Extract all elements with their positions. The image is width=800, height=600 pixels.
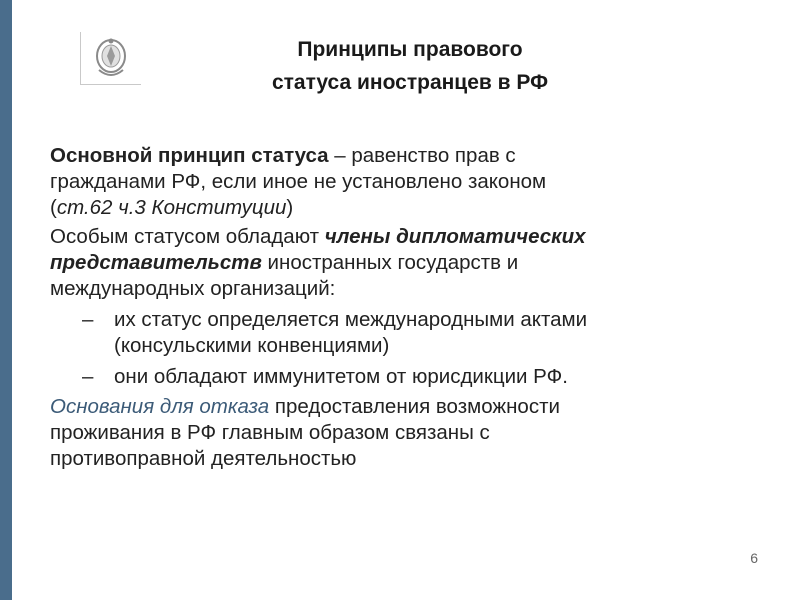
- refusal-grounds-label: Основания для отказа: [50, 395, 270, 418]
- list-item-status-acts: [50, 307, 770, 359]
- title-line-2: статуса иностранцев в РФ: [271, 71, 549, 94]
- status-acts-line-2: (консульскими конвенциями): [114, 334, 390, 357]
- status-acts-line-1: их статус определяется международными актами: [114, 308, 588, 331]
- main-principle-text: – равенство прав с: [328, 144, 516, 167]
- special-status-intro: Особым статусом обладают: [50, 225, 325, 248]
- paren-close: ): [286, 196, 294, 219]
- title-line-1: Принципы правового: [297, 38, 523, 61]
- list-item-immunity: [50, 364, 770, 390]
- emblem-logo-icon: [93, 36, 129, 80]
- dash-bullet: –: [82, 365, 94, 388]
- main-principle-line-2: гражданами РФ, если иное не установлено законом: [50, 170, 547, 193]
- paragraph-special-status: [50, 224, 770, 302]
- special-status-line-3: международных организаций:: [50, 277, 336, 300]
- paren-open: (: [50, 196, 57, 219]
- diplomatic-members-text: члены дипломатических: [324, 225, 586, 248]
- logo-frame: [80, 32, 141, 85]
- constitution-reference: ст.62 ч.3 Конституции: [56, 196, 287, 219]
- refusal-grounds-text: предоставления возможности: [269, 395, 560, 418]
- representations-text: представительств: [50, 251, 262, 274]
- left-accent-bar: [0, 0, 12, 600]
- page-number: 6: [750, 550, 758, 566]
- dash-bullet: –: [82, 308, 94, 331]
- main-principle-label: Основной принцип статуса: [50, 144, 329, 167]
- slide-body: [50, 143, 770, 475]
- immunity-line: они обладают иммунитетом от юрисдикции РФ.: [114, 365, 568, 388]
- paragraph-main-principle: [50, 143, 770, 221]
- special-status-cont: иностранных государств и: [261, 251, 519, 274]
- page-title: [200, 33, 620, 99]
- refusal-grounds-line-2: проживания в РФ главным образом связаны с: [50, 421, 490, 444]
- paragraph-refusal-grounds: [50, 394, 770, 472]
- refusal-grounds-line-3: противоправной деятельностью: [50, 447, 357, 470]
